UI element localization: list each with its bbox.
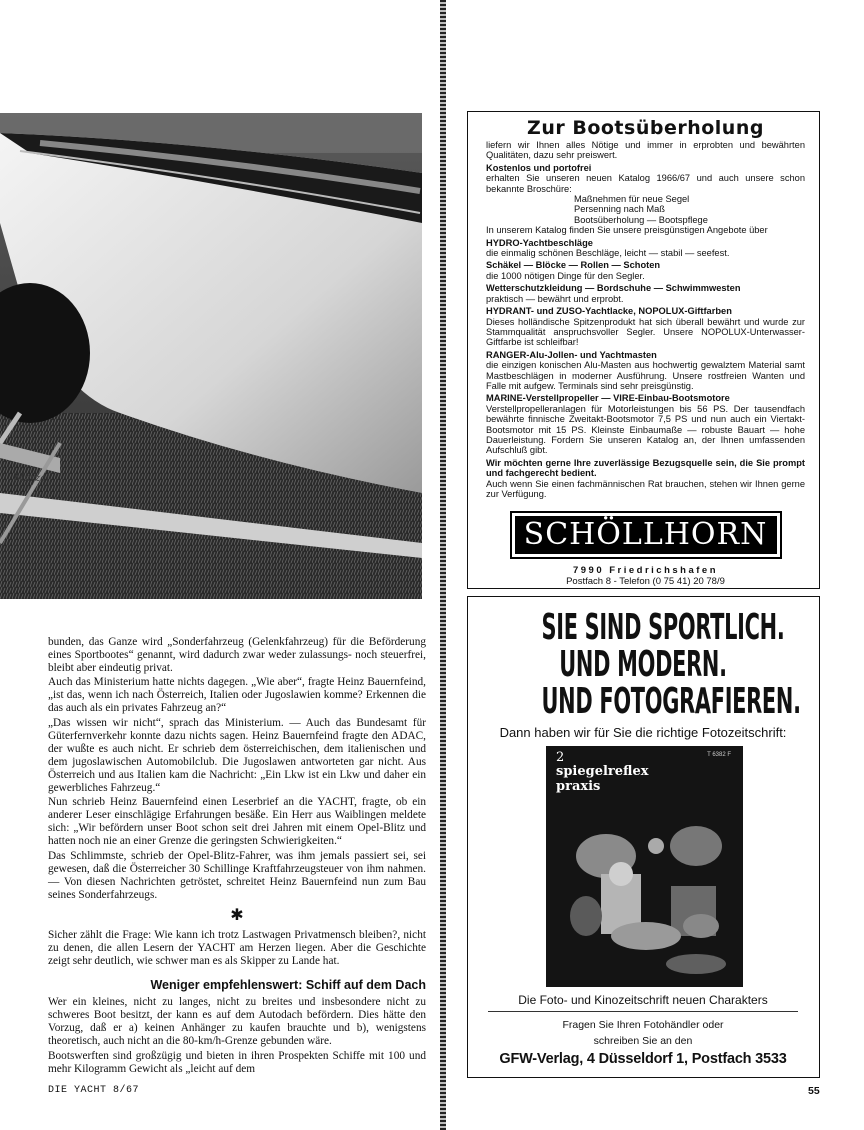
brochure-item: Maßnehmen für neue Segel [574, 194, 690, 205]
catalog-note: In unserem Katalog finden Sie unsere preisgünstigen Angebote über [486, 225, 768, 236]
product-heading: HYDRO-Yachtbeschläge [486, 237, 593, 248]
article-text [48, 636, 426, 1077]
ad-intro: liefern wir Ihnen alles Nötige und immer in erprobten und bewährten Qualitäten, dazu sehr preiswert. [486, 140, 805, 161]
product-heading: HYDRANT- und ZUSO-Yachtlacke, NOPOLUX-Giftfarben [486, 306, 732, 317]
article-paragraph: Das Schlimmste, schrieb der Opel-Blitz-Fahrer, was ihm jemals passiert sei, sei gewesen, daß die Österreicher 30 Schillinge Kraftfahrzeugsteuer von ihm nahmen. — Von diesen Nachrichten getröstet, schreitet Heinz Bauernfeind nun zum Bau seines Sonderfahrzeugs. [48, 849, 426, 901]
logo-text: SCHÖLLHORN [515, 516, 777, 554]
ad-schoellhorn [467, 111, 820, 589]
address-city: 7990 Friedrichshafen [572, 565, 719, 577]
article-paragraph: bunden, das Ganze wird „Sonderfahrzeug (Gelenkfahrzeug) für die Beförderung eines Sportbootes“ genannt, wird dadurch zwar weder zulassungs- noch steuerfrei, bleibt aber eindeutig privat. [48, 636, 426, 675]
product-heading: MARINE-Verstellpropeller — VIRE-Einbau-Bootsmotore [486, 393, 730, 404]
closing-bold: Wir möchten gerne Ihre zuverlässige Bezugsquelle sein, die Sie prompt und fachgerecht bedient. [486, 457, 805, 479]
cover-title [556, 764, 649, 794]
article-paragraph: Sicher zählt die Frage: Wie kann ich trotz Lastwagen Privatmensch bleiben?, nicht zu denen, die allen Lesern der YACHT am Herzen liegen. Aber die Geschichte zeigt sehr deutlich, wie schwer man es als Skipper zu Lande hat. [48, 928, 426, 968]
headline-line: UND MODERN. [559, 644, 727, 685]
divider [488, 1011, 798, 1012]
article-paragraph: Wer ein kleines, nicht zu langes, nicht zu breites und insbesondere nicht zu schweres Boot besitzt, der kann es auf dem Autodach befördern. Dies hätte den Vorzug, daß er a) keinen Anhänger zu kaufen brauchte und b), wenigstens theoretisch, auch nicht an die 80-km/h-Grenze gebunden wäre. [48, 996, 426, 1048]
headline-line: SIE SIND SPORTLICH. [541, 607, 785, 648]
ad-tagline: Die Foto- und Kinozeitschrift neuen Charakters [518, 993, 768, 1007]
product-text: die 1000 nötigen Dinge für den Segler. [486, 270, 645, 281]
publisher-address: GFW-Verlag, 4 Düsseldorf 1, Postfach 3533 [499, 1051, 787, 1067]
catalog-text: erhalten Sie unseren neuen Katalog 1966/67 und auch unsere schon bekannte Broschüre: [486, 173, 805, 194]
product-text: Verstellpropelleranlagen für Motorleistungen bis 56 PS. Der tausendfach bewährte finnische Zweitakt-Bootsmotor 7,5 PS und nun auch ein Viertakt-Bootsmotor mit 15 PS. Kleinste Einbaumaße — robuste Bauart — hohe Dauerleistung. Fordern Sie unseren Katalog an, der Ihnen umfassenden Aufschluß gibt. [486, 403, 805, 456]
ad-title: Zur Bootsüberholung [527, 117, 764, 139]
product-text: die einmalig schönen Beschläge, leicht — stabil — seefest. [486, 248, 730, 259]
article-paragraph: „Das wissen wir nicht“, sprach das Ministerium. — Auch das Bundesamt für Güterfernverkehr konnte dazu nichts sagen. Heinz Bauernfeind fragte den ADAC, der wußte es auch nicht. Er schrieb dem österreichischen, dem italienischen und dem jugoslawischen Automobilclub. Die Jugoslawen antworteten gar nicht. Aus Österreich und aus Italien kam die Nachricht: „Ein Lkw ist ein Lkw und daher ein gewerbliches Fahrzeug.“ [48, 716, 426, 795]
ad-headline [541, 607, 801, 722]
cover-title-line: praxis [556, 779, 601, 794]
article-paragraph: Bootswerften sind großzügig und bieten in ihren Prospekten Schiffe mit 100 und mehr Kilogramm Gewicht als „leicht auf dem [48, 1049, 426, 1075]
cover-title-line: spiegelreflex [556, 764, 649, 779]
binding-gutter [440, 0, 446, 1130]
section-separator-star: ✱ [230, 906, 244, 924]
catalog-heading: Kostenlos und portofrei [486, 162, 592, 173]
closing-text: Auch wenn Sie einen fachmännischen Rat brauchen, stehen wir Ihnen gerne zur Verfügung. [486, 478, 805, 499]
cover-code: T 6382 F [707, 752, 731, 758]
headline-line: UND FOTOGRAFIEREN. [541, 681, 801, 722]
address-contact: Postfach 8 - Telefon (0 75 41) 20 78/9 [566, 576, 725, 588]
product-text: praktisch — bewährt und erprobt. [486, 293, 624, 304]
product-text: Dieses holländische Spitzenprodukt hat sich überall bewährt und wurde zur Stammqualität anspruchsvoller Segler. Unsere NOPOLUX-Unterwasser-Giftfarbe ist schleifbar! [486, 316, 805, 348]
cta-line: schreiben Sie an den [593, 1034, 693, 1047]
magazine-cover [546, 746, 743, 987]
brochure-item: Persenning nach Maß [574, 204, 665, 215]
article-subheading: Weniger empfehlenswert: Schiff auf dem Dach [150, 978, 426, 993]
article-paragraph: Nun schrieb Heinz Bauernfeind einen Leserbrief an die YACHT, fragte, ob ein anderer Leser einschlägige Erfahrungen besäße. Ein Herr aus Waiblingen meldete sich: „Wir befördern unser Boot schon seit drei Jahren mit einem Opel-Blitz und hatten noch nie an einer Grenze die geringsten Schwierigkeiten.“ [48, 796, 426, 848]
schoellhorn-logo [510, 511, 782, 559]
product-heading: Schäkel — Blöcke — Rollen — Schoten [486, 260, 661, 271]
cta-line: Fragen Sie Ihren Fotohändler oder [562, 1019, 724, 1031]
magazine-footer: DIE YACHT 8/67 [48, 1085, 140, 1096]
product-heading: Wetterschutzkleidung — Bordschuhe — Schwimmwesten [486, 283, 741, 294]
product-heading: RANGER-Alu-Jollen- und Yachtmasten [486, 349, 657, 360]
ad-fotozeitschrift [467, 596, 820, 1078]
boat-trailer-photo [0, 113, 422, 599]
trailer-label: Marzal [14, 473, 50, 484]
page-number: 55 [808, 1085, 820, 1097]
brochure-item: Bootsüberholung — Bootspflege [574, 214, 708, 225]
company-address [486, 565, 805, 587]
ad-subline: Dann haben wir für Sie die richtige Fotozeitschrift: [499, 725, 787, 740]
product-text: die einzigen konischen Alu-Masten aus hochwertig gewalztem Material samt Mastbeschlägen in moderner Ausführung. Unsere rostfreien Wanten und Falle mit aufgew. Terminals sind sehr preisgünstig. [486, 360, 805, 391]
ad-call-to-action [468, 1018, 818, 1049]
cover-number: 2 [556, 750, 565, 765]
article-paragraph: Auch das Ministerium hatte nichts dagegen. „Wie aber“, fragte Heinz Bauernfeind, „ist das, wenn ich nach Österreich, Italien oder Jugoslawien komme? Erkennen die das auch als ein privates Fahrzeug an?“ [48, 676, 426, 715]
